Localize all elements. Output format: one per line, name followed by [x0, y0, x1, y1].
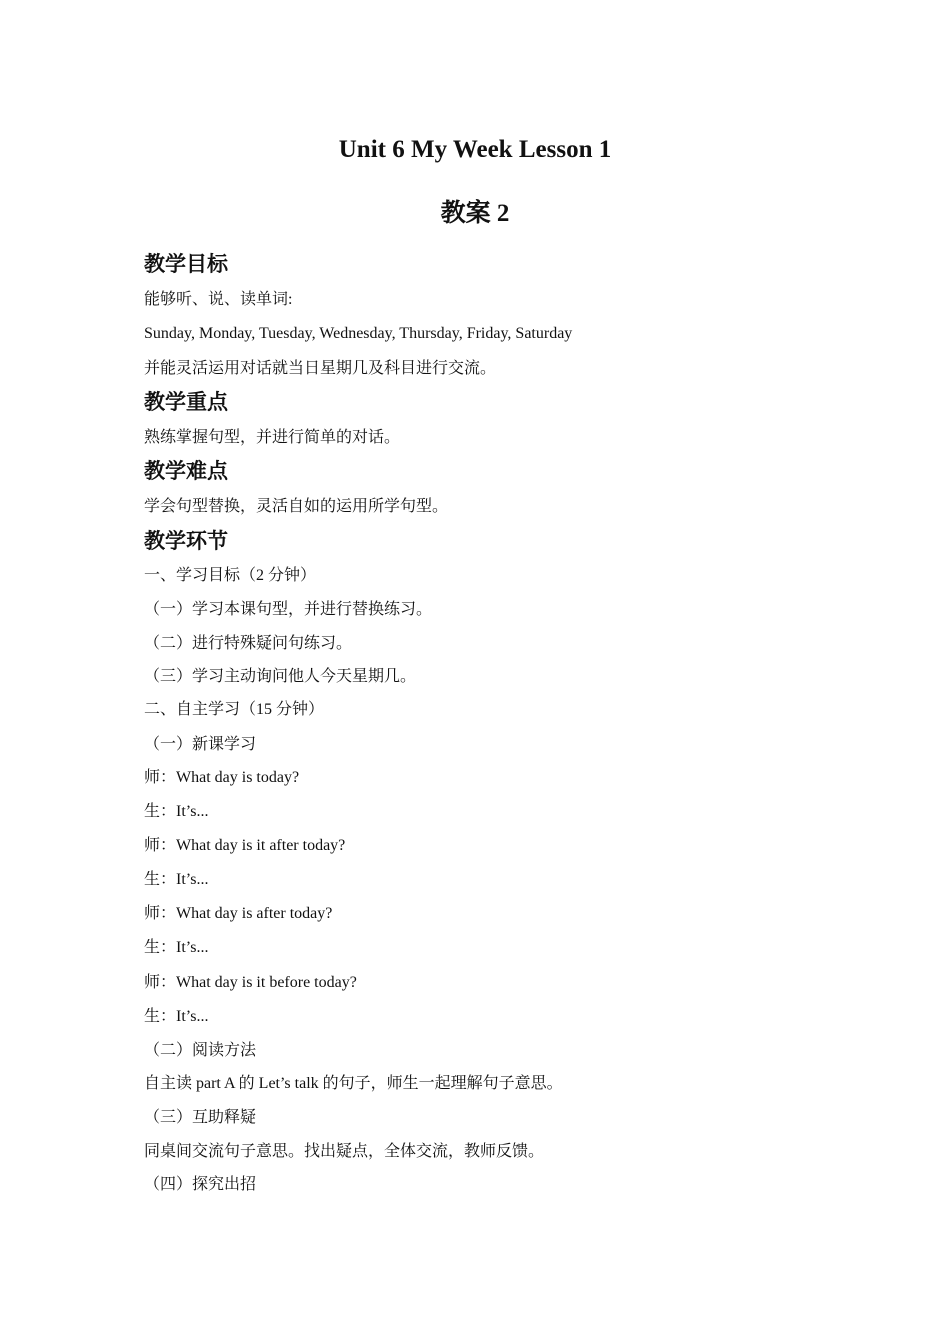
procedure-line: 一、学习目标（2 分钟） — [144, 567, 317, 584]
procedure-line: 同桌间交流句子意思。找出疑点，全体交流，教师反馈。 — [144, 1143, 545, 1160]
procedure-line: （一）学习本课句型，并进行替换练习。 — [144, 601, 433, 618]
dialogue-line: 师：What day is today? — [144, 769, 300, 786]
dialogue-line: 生：It’s... — [144, 1008, 209, 1025]
dialogue-line: 生：It’s... — [144, 871, 209, 888]
procedure-line: （二）阅读方法 — [144, 1042, 257, 1059]
document-subtitle: 教案 2 — [440, 200, 510, 227]
objectives-line: 能够听、说、读单词: — [144, 291, 293, 308]
section-heading-procedure: 教学环节 — [144, 529, 228, 553]
objectives-line: Sunday, Monday, Tuesday, Wednesday, Thursday, Friday, Saturday — [144, 325, 573, 342]
section-heading-key-points: 教学重点 — [144, 390, 228, 414]
procedure-line: （四）探究出招 — [144, 1176, 257, 1193]
dialogue-line: 生：It’s... — [144, 939, 209, 956]
key-points-line: 熟练掌握句型，并进行简单的对话。 — [144, 429, 401, 446]
procedure-line: （一）新课学习 — [144, 736, 257, 753]
dialogue-line: 师：What day is it after today? — [144, 837, 346, 854]
section-heading-difficulties: 教学难点 — [144, 459, 228, 483]
procedure-line: （二）进行特殊疑问句练习。 — [144, 635, 353, 652]
procedure-line: （三）互助释疑 — [144, 1109, 257, 1126]
objectives-line: 并能灵活运用对话就当日星期几及科目进行交流。 — [144, 360, 497, 377]
dialogue-line: 师：What day is after today? — [144, 905, 333, 922]
procedure-line: 自主读 part A 的 Let’s talk 的句子，师生一起理解句子意思。 — [144, 1075, 563, 1092]
document-title: Unit 6 My Week Lesson 1 — [338, 136, 612, 163]
difficulties-line: 学会句型替换，灵活自如的运用所学句型。 — [144, 498, 449, 515]
dialogue-line: 生：It’s... — [144, 803, 209, 820]
dialogue-line: 师：What day is it before today? — [144, 974, 357, 991]
procedure-line: （三）学习主动询问他人今天星期几。 — [144, 668, 417, 685]
procedure-line: 二、自主学习（15 分钟） — [144, 701, 325, 718]
section-heading-objectives: 教学目标 — [144, 252, 228, 276]
